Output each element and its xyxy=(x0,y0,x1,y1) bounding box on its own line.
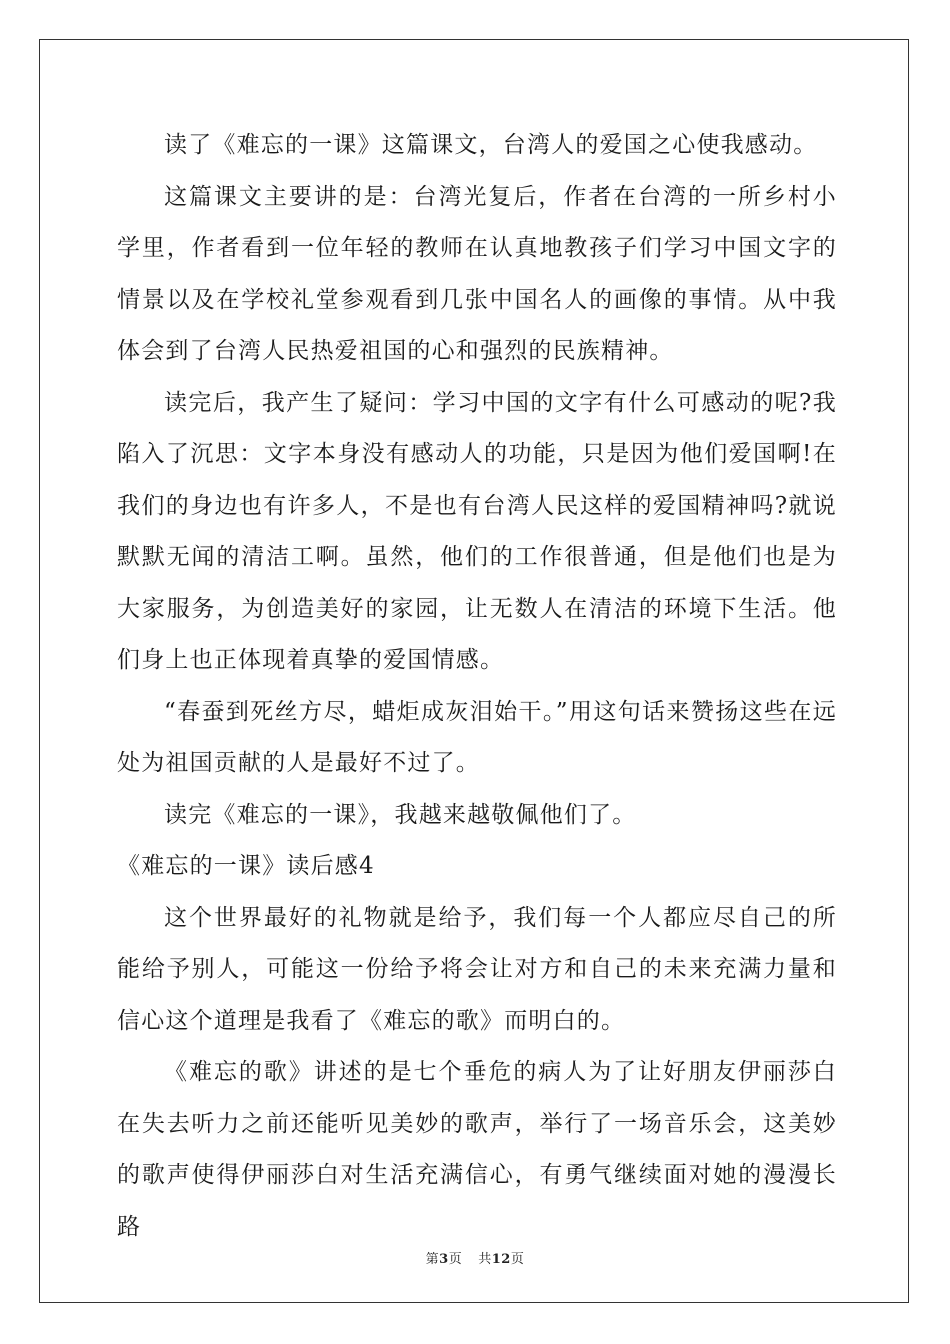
paragraph-2: 这篇课文主要讲的是：台湾光复后，作者在台湾的一所乡村小学里，作者看到一位年轻的教师在认真地教孩子们学习中国文字的情景以及在学校礼堂参观看到几张中国名人的画像的事情。从中我体会到了台湾人民热爱祖国的心和强烈的民族精神。 xyxy=(117,183,837,364)
page-footer xyxy=(0,1248,950,1267)
paragraph-5: 读完《难忘的一课》，我越来越敬佩他们了。 xyxy=(164,801,637,828)
paragraph-1: 读了《难忘的一课》这篇课文，台湾人的爱国之心使我感动。 xyxy=(164,132,818,158)
document-body xyxy=(117,120,837,1253)
footer-page-suffix: 页 xyxy=(448,1252,463,1267)
footer-total-prefix: 共 xyxy=(478,1252,492,1267)
paragraph-7: 《难忘的歌》讲述的是七个垂危的病人为了让好朋友伊丽莎白在失去听力之前还能听见美妙的歌声，举行了一场音乐会，这美妙的歌声使得伊丽莎白对生活充满信心，有勇气继续面对她的漫漫长路 xyxy=(117,1059,837,1240)
paragraph-4: “春蚕到死丝方尽，蜡炬成灰泪始干。”用这句话来赞扬这些在远处为祖国贡献的人是最好不过了。 xyxy=(117,698,837,776)
footer-prefix: 第 xyxy=(425,1252,440,1267)
footer-total-suffix: 页 xyxy=(510,1252,525,1267)
footer-total-pages: 12 xyxy=(491,1252,511,1267)
footer-page-number: 3 xyxy=(439,1252,449,1267)
paragraph-6: 这个世界最好的礼物就是给予，我们每一个人都应尽自己的所能给予别人，可能这一份给予将会让对方和自己的未来充满力量和信心这个道理是我看了《难忘的歌》而明白的。 xyxy=(117,904,837,1034)
paragraph-3: 读完后，我产生了疑问：学习中国的文字有什么可感动的呢?我陷入了沉思：文字本身没有感动人的功能，只是因为他们爱国啊!在我们的身边也有许多人，不是也有台湾人民这样的爱国精神吗?就说默默无闻的清洁工啊。虽然，他们的工作很普通，但是他们也是为大家服务，为创造美好的家园，让无数人在清洁的环境下生活。他们身上也正体现着真挚的爱国情感。 xyxy=(117,389,837,673)
section-heading: 《难忘的一课》读后感4 xyxy=(117,853,375,879)
